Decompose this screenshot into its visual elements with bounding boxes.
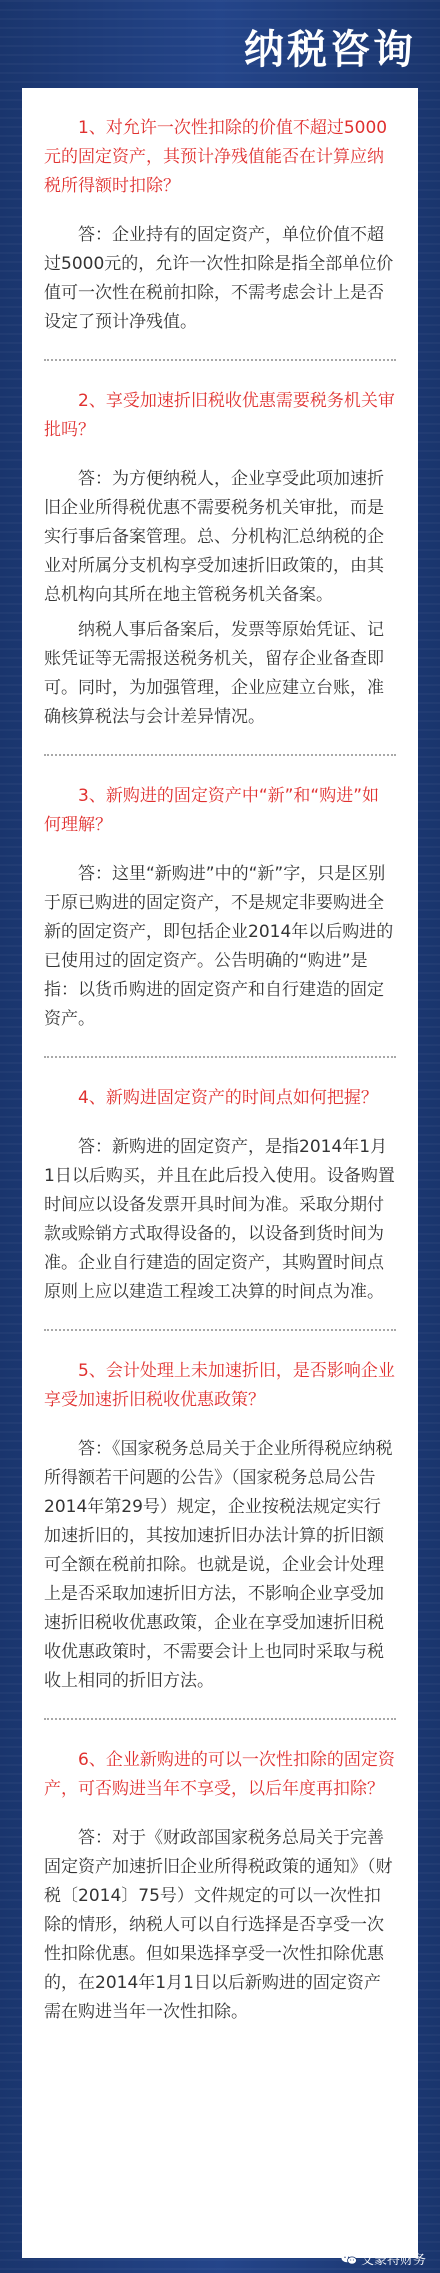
question-5: 5、会计处理上未加速折旧，是否影响企业享受加速折旧税收优惠政策？ xyxy=(44,1361,395,1410)
answer-2-paragraph-2: 纳税人事后备案后，发票等原始凭证、记账凭证等无需报送税务机关，留存企业备查即可。同时，为加强管理，企业应建立台账，准确核算税法与会计差异情况。 xyxy=(44,620,384,727)
answer-3: 答：这里“新购进”中的“新”字，只是区别于原已购进的固定资产，不是规定非要购进全新的固定资产，即包括企业2014年以后购进的已使用过的固定资产。公告明确的“购进”是指：以货币购进的固定资产和自行建造的固定资产。 xyxy=(44,864,394,1029)
qa-item-4 xyxy=(44,1084,396,1307)
divider xyxy=(44,1718,396,1720)
question-4: 4、新购进固定资产的时间点如何把握？ xyxy=(78,1088,378,1108)
divider xyxy=(44,1329,396,1331)
qa-item-2 xyxy=(44,387,396,732)
question-2: 2、享受加速折旧税收优惠需要税务机关审批吗？ xyxy=(44,391,395,440)
answer-1: 答：企业持有的固定资产，单位价值不超过5000元的，允许一次性扣除是指全部单位价值可一次性在税前扣除，不需考虑会计上是否设定了预计净残值。 xyxy=(44,225,394,332)
account-name: 艾蒙特财务 xyxy=(360,2253,426,2268)
answer-4: 答：新购进的固定资产，是指2014年1月1日以后购买，并且在此后投入使用。设备购置时间应以设备发票开具时间为准。采取分期付款或赊销方式取得设备的，以设备到货时间为准。企业自行建造的固定资产，其购置时间点原则上应以建造工程竣工决算的时间点为准。 xyxy=(44,1137,395,1302)
question-3: 3、新购进的固定资产中“新”和“购进”如何理解？ xyxy=(44,786,380,835)
qa-item-6 xyxy=(44,1746,396,2027)
question-1: 1、对允许一次性扣除的价值不超过5000元的固定资产，其预计净残值能否在计算应纳税所得额时扣除？ xyxy=(44,118,388,196)
page-header xyxy=(0,0,440,88)
answer-2-paragraph-1: 答：为方便纳税人，企业享受此项加速折旧企业所得税优惠不需要税务机关审批，而是实行事后备案管理。总、分机构汇总纳税的企业对所属分支机构享受加速折旧政策的，由其总机构向其所在地主管税务机关备案。 xyxy=(44,469,384,605)
page-title: 纳税咨询 xyxy=(244,27,416,73)
divider xyxy=(44,1056,396,1058)
wechat-icon xyxy=(341,2253,357,2265)
qa-item-3 xyxy=(44,782,396,1034)
qa-item-1 xyxy=(44,114,396,337)
qa-item-5 xyxy=(44,1357,396,1696)
answer-5: 答：《国家税务总局关于企业所得税应纳税所得额若干问题的公告》（国家税务总局公告2014年第29号）规定，企业按税法规定实行加速折旧的，其按加速折旧办法计算的折旧额可全额在税前扣除。也就是说，企业会计处理上是否采取加速折旧方法，不影响企业享受加速折旧税收优惠政策，企业在享受加速折旧税收优惠政策时，不需要会计上也同时采取与税收上相同的折旧方法。 xyxy=(44,1439,393,1691)
qa-panel xyxy=(22,88,418,2258)
answer-6: 答：对于《财政部国家税务总局关于完善固定资产加速折旧企业所得税政策的通知》（财税〔2014〕75号）文件规定的可以一次性扣除的情形，纳税人可以自行选择是否享受一次性扣除优惠。但如果选择享受一次性扣除优惠的，在2014年1月1日以后新购进的固定资产需在购进当年一次性扣除。 xyxy=(44,1828,393,2022)
question-6: 6、企业新购进的可以一次性扣除的固定资产，可否购进当年不享受，以后年度再扣除？ xyxy=(44,1750,395,1799)
divider xyxy=(44,359,396,361)
divider xyxy=(44,754,396,756)
footer-watermark xyxy=(341,2249,426,2268)
